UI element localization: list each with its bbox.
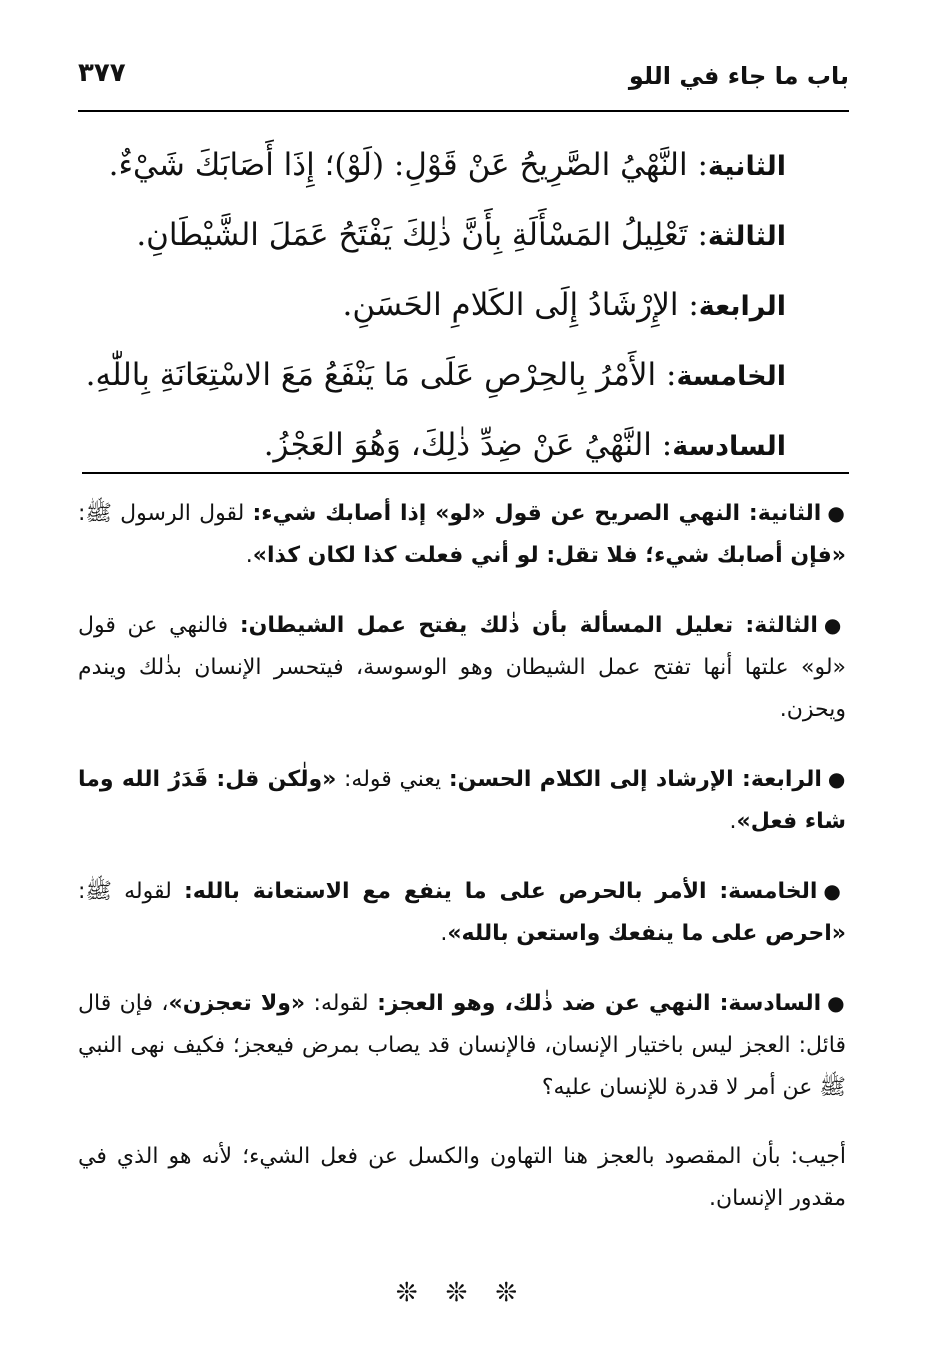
paragraph-text: لقوله:: [305, 991, 378, 1016]
section-divider: [82, 472, 849, 474]
issue-text: : تَعْلِيلُ المَسْأَلَةِ بِأَنَّ ذٰلِكَ يَفْتَحُ عَمَلَ الشَّيْطَانِ.: [136, 217, 708, 253]
paragraph-text: ، فإن قال قائل: العجز ليس باختيار الإنسان، فالإنسان قد يصاب بمرض فيعجز؛ فكيف نهى النبي ﷺ عن أمر لا قدرة للإنسان عليه؟: [78, 991, 846, 1100]
issue-line: [105, 200, 786, 270]
ornament-stars: ❊❊❊: [395, 1278, 546, 1308]
paragraph-lead: الثالثة: تعليل المسألة بأن ذٰلك يفتح عمل الشيطان:: [239, 613, 818, 638]
paragraph-lead: الثانية: النهي الصريح عن قول «لو» إذا أصابك شيء:: [252, 501, 822, 526]
paragraph-text: أجيب: بأن المقصود بالعجز هنا التهاون والكسل عن فعل الشيء؛ لأنه هو الذي في مقدور الإنسان.: [78, 1144, 846, 1211]
bullet-icon: ●: [823, 613, 847, 637]
commentary-paragraph: [78, 982, 846, 1109]
paragraph-lead: السادسة: النهي عن ضد ذٰلك، وهو العجز:: [377, 991, 822, 1016]
bullet-icon: ●: [827, 991, 847, 1015]
issue-line: [85, 340, 786, 410]
commentary-paragraph: [78, 1136, 846, 1220]
issue-text: : النَّهْيُ الصَّرِيحُ عَنْ قَوْلِ: (لَوْ)؛ إِذَا أَصَابَكَ شَيْءٌ.: [108, 147, 708, 183]
hadith-quote: «احرص على ما ينفعك واستعن بالله»: [447, 921, 846, 946]
issue-line: [105, 270, 786, 340]
commentary-paragraph: [78, 604, 846, 731]
running-header: [78, 54, 849, 112]
bullet-icon: ●: [827, 501, 847, 525]
bullet-icon: ●: [823, 879, 847, 903]
commentary-paragraph: [78, 758, 846, 843]
issue-number: الخامسة: [676, 361, 786, 392]
issue-number: الثانية: [707, 151, 786, 182]
hadith-quote: «فإن أصابك شيء؛ فلا تقل: لو أني فعلت كذا لكان كذا»: [252, 543, 846, 568]
issue-line: [105, 410, 786, 480]
issues-list: [85, 130, 786, 480]
paragraph-text: لقول الرسول ﷺ:: [78, 501, 253, 526]
paragraph-text: لقوله ﷺ:: [78, 879, 184, 904]
paragraph-text: .: [245, 543, 253, 568]
issue-text: : الأَمْرُ بِالحِرْصِ عَلَى مَا يَنْفَعُ مَعَ الاسْتِعَانَةِ بِاللّٰهِ.: [85, 357, 677, 393]
chapter-title: باب ما جاء في اللو: [628, 62, 849, 90]
commentary-paragraph: [78, 870, 846, 955]
issue-line: [105, 130, 786, 200]
page-number: ٣٧٧: [78, 58, 126, 88]
issue-text: : النَّهْيُ عَنْ ضِدِّ ذٰلِكَ، وَهُوَ العَجْزُ.: [263, 427, 673, 463]
paragraph-text: .: [440, 921, 448, 946]
issue-text: : الإِرْشَادُ إِلَى الكَلامِ الحَسَنِ.: [342, 287, 699, 323]
issue-number: الثالثة: [707, 221, 786, 252]
hadith-quote: «ولا تعجزن»: [168, 991, 306, 1016]
paragraph-text: فالنهي عن قول «لو» علتها أنها تفتح عمل الشيطان وهو الوسوسة، فيتحسر الإنسان بذٰلك ويندم ويحزن.: [78, 613, 846, 722]
commentary: [78, 492, 846, 1247]
issue-number: الرابعة: [698, 291, 786, 322]
paragraph-lead: الخامسة: الأمر بالحرص على ما ينفع مع الاستعانة بالله:: [184, 879, 818, 904]
commentary-paragraph: [78, 492, 846, 577]
paragraph-lead: الرابعة: الإرشاد إلى الكلام الحسن:: [448, 767, 822, 792]
paragraph-text: يعني قوله:: [336, 767, 449, 792]
bullet-icon: ●: [827, 767, 846, 791]
hadith-quote: «ولٰكن قل: قَدَرُ الله وما شاء فعل»: [78, 767, 846, 834]
paragraph-text: .: [729, 809, 737, 834]
issue-number: السادسة: [672, 431, 786, 462]
